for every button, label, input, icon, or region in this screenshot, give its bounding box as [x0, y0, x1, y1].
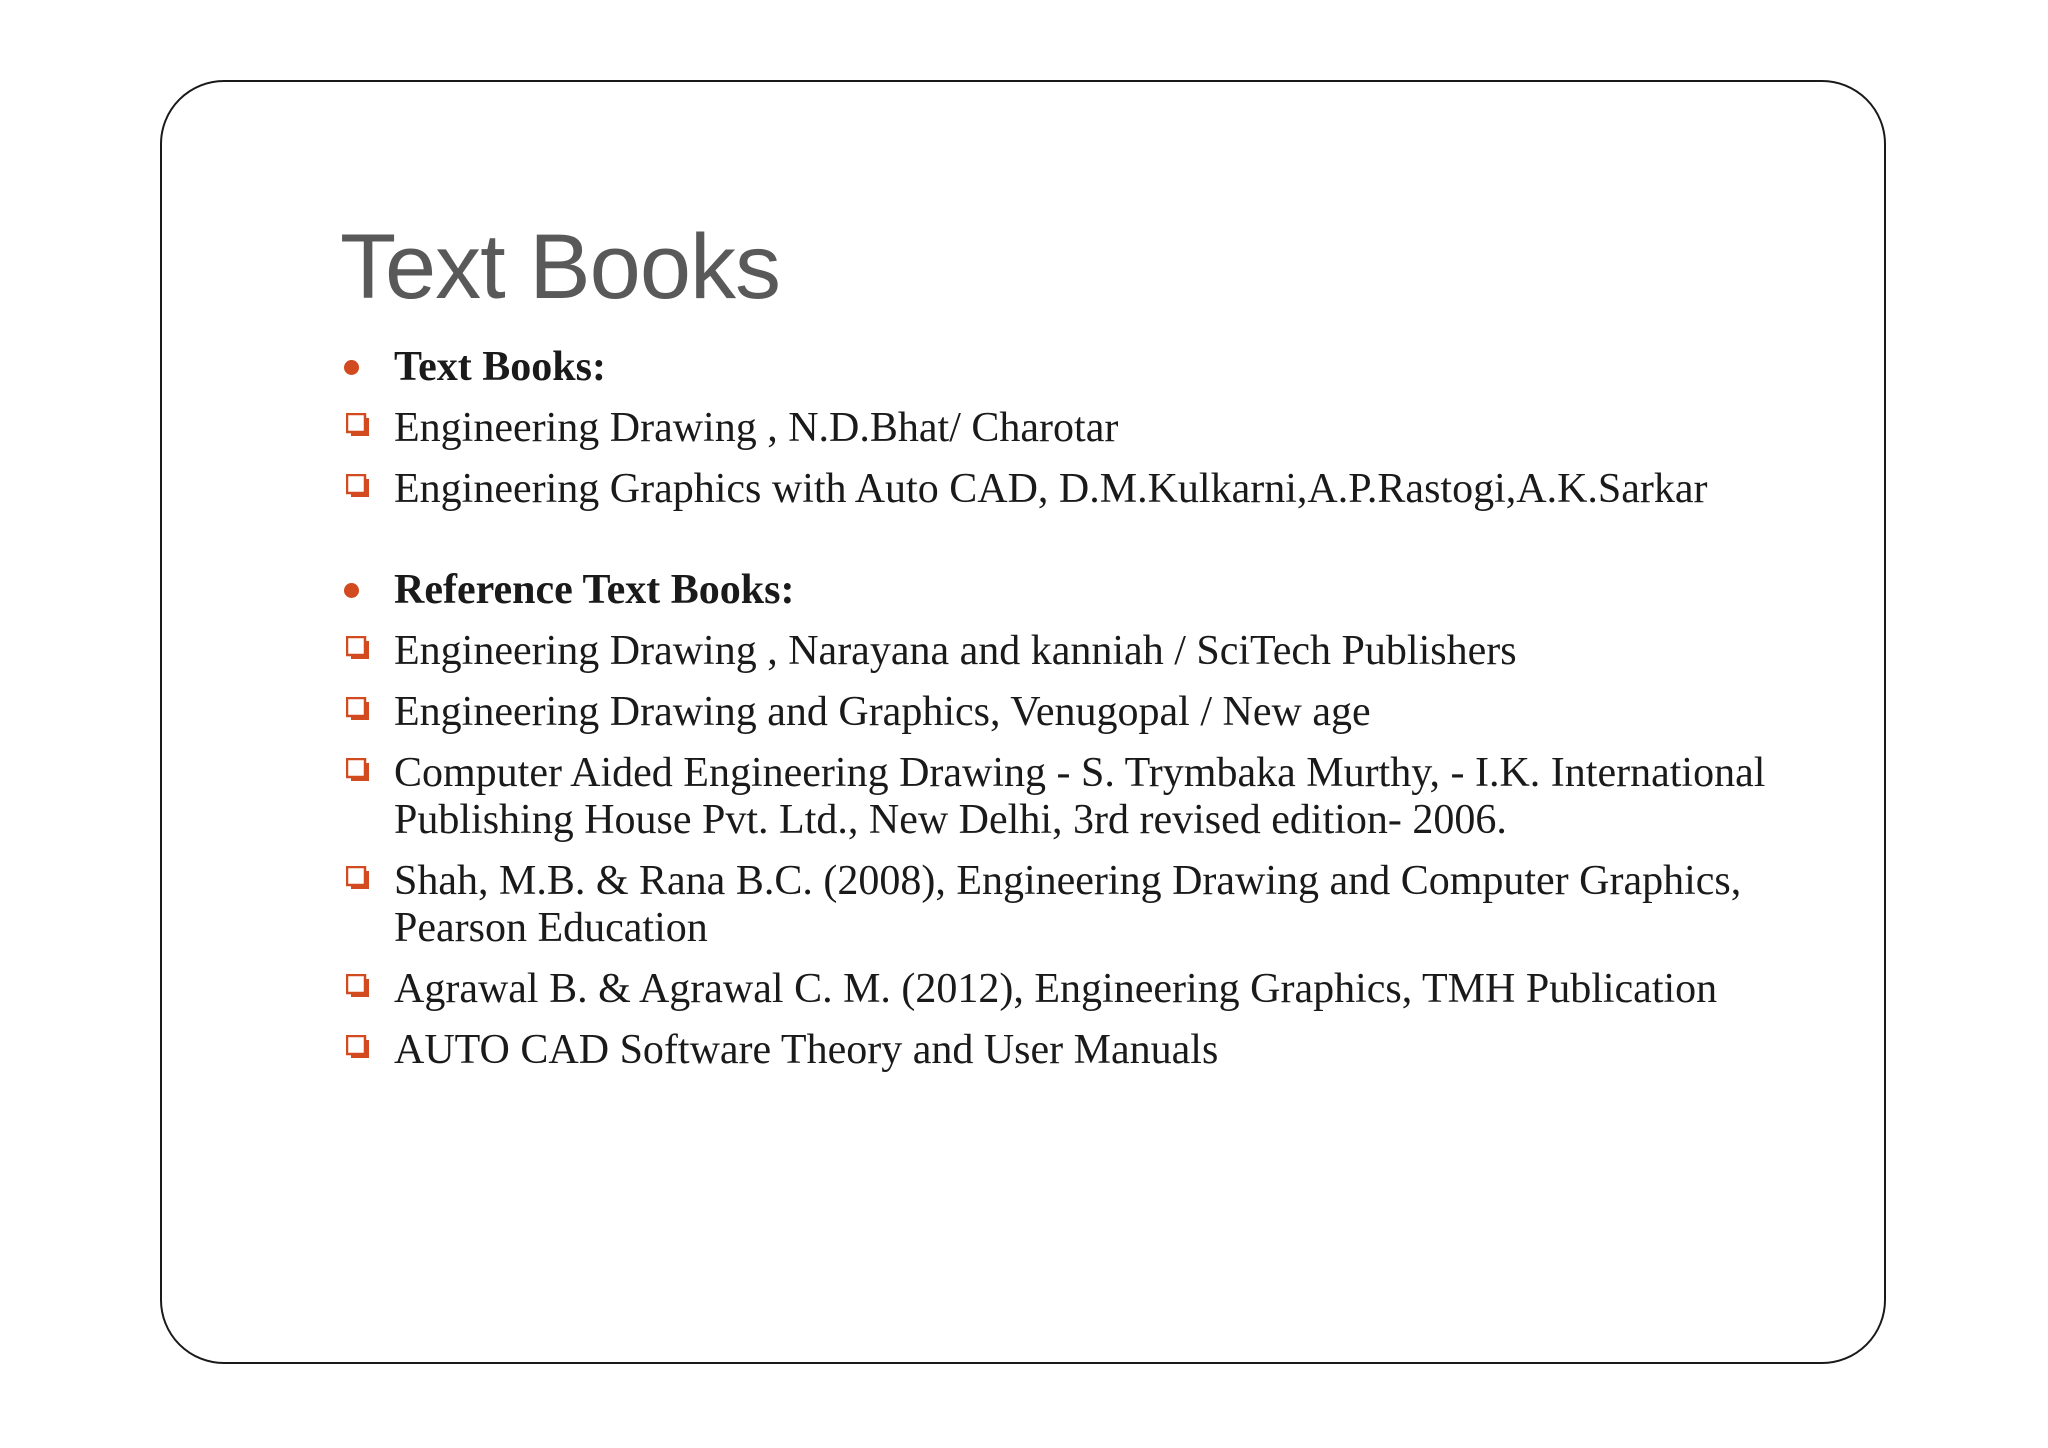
list-item — [340, 858, 1810, 952]
checkbox-square-icon — [346, 697, 370, 721]
list-item — [340, 689, 1810, 736]
list-item — [340, 750, 1810, 844]
list-item-text: Engineering Drawing , Narayana and kanniah / SciTech Publishers — [394, 628, 1517, 674]
list-item — [340, 628, 1810, 675]
list-item-text: Shah, M.B. & Rana B.C. (2008), Engineering Drawing and Computer Graphics, Pearson Education — [394, 858, 1742, 951]
checkbox-square-icon — [346, 636, 370, 660]
checkbox-square-icon — [346, 866, 370, 890]
list-item-text: Engineering Graphics with Auto CAD, D.M.Kulkarni,A.P.Rastogi,A.K.Sarkar — [394, 466, 1708, 512]
list-item-text: Agrawal B. & Agrawal C. M. (2012), Engineering Graphics, TMH Publication — [394, 966, 1718, 1012]
checkbox-square-icon — [346, 974, 370, 998]
slide-content — [340, 344, 1810, 1088]
slide-title: Text Books — [340, 216, 780, 318]
list-item — [340, 466, 1810, 513]
list-item-text: Engineering Drawing , N.D.Bhat/ Charotar — [394, 405, 1119, 451]
checkbox-square-icon — [346, 474, 370, 498]
bullet-dot-icon — [344, 583, 359, 598]
list-item — [340, 966, 1810, 1013]
section-heading-text-books — [340, 344, 1810, 391]
checkbox-square-icon — [346, 1035, 370, 1059]
section-heading-label: Text Books: — [394, 344, 606, 390]
list-item-text: Computer Aided Engineering Drawing - S. Trymbaka Murthy, - I.K. International Publishing House Pvt. Ltd., New Delhi, 3rd revised edition- 2006. — [394, 750, 1766, 843]
list-item-text: AUTO CAD Software Theory and User Manuals — [394, 1027, 1219, 1073]
checkbox-square-icon — [346, 758, 370, 782]
section-heading-label: Reference Text Books: — [394, 567, 795, 613]
list-item — [340, 1027, 1810, 1074]
bullet-dot-icon — [344, 360, 359, 375]
list-item — [340, 405, 1810, 452]
checkbox-square-icon — [346, 413, 370, 437]
list-item-text: Engineering Drawing and Graphics, Venugopal / New age — [394, 689, 1371, 735]
section-heading-reference-books — [340, 567, 1810, 614]
